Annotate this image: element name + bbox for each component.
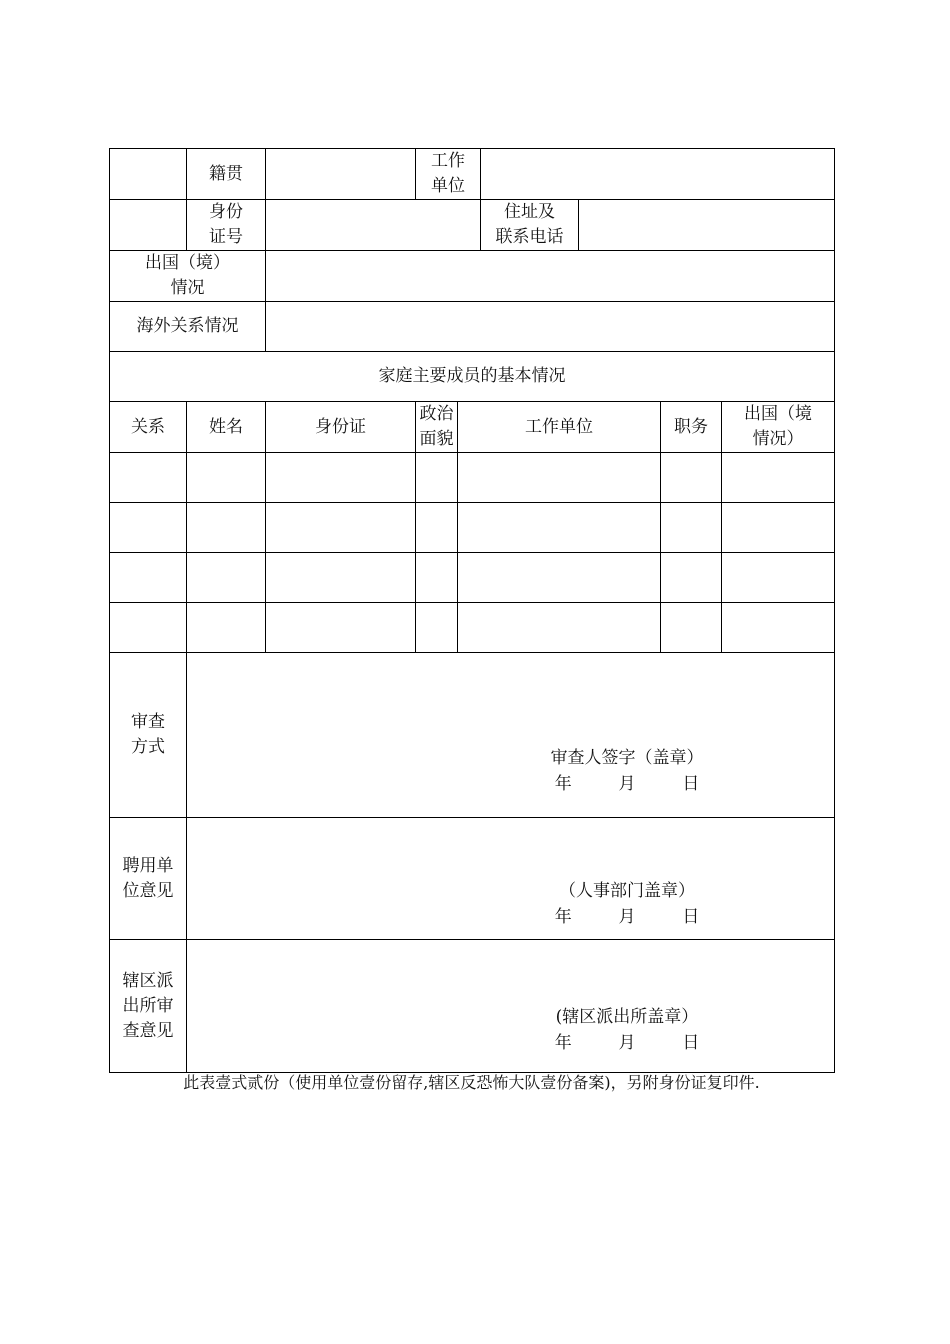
label-work-unit (416, 149, 481, 200)
cell-name[interactable] (187, 453, 266, 503)
police-month: 月 (618, 1033, 636, 1053)
field-review-method[interactable] (187, 653, 835, 818)
row-abroad (110, 251, 835, 302)
cell-work-unit[interactable] (458, 553, 661, 603)
label-address-line1: 住址及 (504, 202, 555, 222)
cell-name[interactable] (187, 503, 266, 553)
label-work-unit-line2: 单位 (431, 176, 465, 196)
hiring-month: 月 (618, 907, 636, 927)
field-hiring-opinion[interactable] (187, 818, 835, 940)
field-work-unit[interactable] (481, 149, 835, 200)
label-review-method (110, 653, 187, 818)
cell-position[interactable] (661, 603, 722, 653)
label-hiring-line1: 聘用单 (122, 855, 174, 876)
hiring-day: 日 (682, 907, 700, 927)
cell-abroad[interactable] (722, 553, 835, 603)
field-id-number[interactable] (266, 200, 481, 251)
cell-relation[interactable] (110, 553, 187, 603)
label-abroad-line1: 出国（境） (145, 253, 230, 273)
cell-relation[interactable] (110, 503, 187, 553)
header-political-line2: 面貌 (419, 429, 454, 449)
label-id-line2: 证号 (209, 227, 243, 247)
cell-position[interactable] (661, 453, 722, 503)
review-signature-label: 审查人签字（盖章） (550, 748, 704, 768)
hiring-date (527, 904, 727, 930)
label-hiring-opinion (110, 818, 187, 940)
field-address-phone[interactable] (579, 200, 835, 251)
row-police (110, 940, 835, 1073)
cell-empty[interactable] (110, 149, 187, 200)
cell-position[interactable] (661, 553, 722, 603)
header-name: 姓名 (187, 402, 266, 453)
label-address-phone (481, 200, 579, 251)
cell-work-unit[interactable] (458, 503, 661, 553)
row-hiring (110, 818, 835, 940)
review-day: 日 (682, 774, 700, 794)
header-work-unit: 工作单位 (458, 402, 661, 453)
table-row (110, 553, 835, 603)
field-abroad[interactable] (266, 251, 835, 302)
table-row (110, 603, 835, 653)
cell-political[interactable] (416, 503, 458, 553)
cell-abroad[interactable] (722, 453, 835, 503)
label-police-opinion (110, 940, 187, 1073)
cell-position[interactable] (661, 503, 722, 553)
row-family-headers (110, 402, 835, 453)
label-review-line2: 方式 (131, 737, 165, 757)
label-id-number (187, 200, 266, 251)
row-native-place (110, 149, 835, 200)
row-id-number (110, 200, 835, 251)
row-overseas (110, 302, 835, 352)
cell-id-card[interactable] (266, 503, 416, 553)
field-overseas[interactable] (266, 302, 835, 352)
cell-abroad[interactable] (722, 503, 835, 553)
label-police-line1: 辖区派 (122, 970, 174, 991)
police-day: 日 (682, 1033, 700, 1053)
field-native-place[interactable] (266, 149, 416, 200)
table-row (110, 503, 835, 553)
label-address-line2: 联系电话 (495, 227, 564, 247)
cell-relation[interactable] (110, 603, 187, 653)
review-signature-block (527, 745, 727, 797)
header-political (416, 402, 458, 453)
row-family-title (110, 352, 835, 402)
header-position: 职务 (661, 402, 722, 453)
family-section-title: 家庭主要成员的基本情况 (110, 352, 835, 402)
cell-id-card[interactable] (266, 453, 416, 503)
cell-relation[interactable] (110, 453, 187, 503)
cell-political[interactable] (416, 453, 458, 503)
cell-id-card[interactable] (266, 553, 416, 603)
cell-work-unit[interactable] (458, 453, 661, 503)
cell-name[interactable] (187, 553, 266, 603)
hiring-stamp-block (527, 878, 727, 930)
footnote: 此表壹式贰份（使用单位壹份留存,辖区反恐怖大队壹份备案)，另附身份证复印件. (183, 1073, 760, 1092)
police-stamp-block (527, 1004, 727, 1056)
row-review (110, 653, 835, 818)
header-id-card: 身份证 (266, 402, 416, 453)
label-review-line1: 审查 (131, 712, 165, 732)
police-stamp-label: (辖区派出所盖章） (555, 1007, 699, 1027)
table-row (110, 453, 835, 503)
review-year: 年 (554, 774, 572, 794)
label-overseas: 海外关系情况 (110, 302, 266, 352)
label-police-line2: 出所审 (122, 995, 174, 1016)
header-relation: 关系 (110, 402, 187, 453)
cell-political[interactable] (416, 603, 458, 653)
header-abroad-line1: 出国（境 (744, 404, 812, 424)
hiring-year: 年 (554, 907, 572, 927)
label-hiring-line2: 位意见 (122, 880, 174, 901)
review-date (527, 771, 727, 797)
cell-name[interactable] (187, 603, 266, 653)
label-abroad (110, 251, 266, 302)
label-police-line3: 查意见 (122, 1020, 174, 1041)
police-year: 年 (554, 1033, 572, 1053)
field-police-opinion[interactable] (187, 940, 835, 1073)
cell-empty[interactable] (110, 200, 187, 251)
label-work-unit-line1: 工作 (431, 151, 465, 171)
cell-abroad[interactable] (722, 603, 835, 653)
header-abroad (722, 402, 835, 453)
hiring-stamp-label: （人事部门盖章） (559, 881, 695, 901)
label-native-place: 籍贯 (187, 149, 266, 200)
header-abroad-line2: 情况） (752, 429, 804, 449)
label-abroad-line2: 情况 (170, 278, 205, 298)
cell-political[interactable] (416, 553, 458, 603)
form-table (109, 148, 835, 1073)
cell-id-card[interactable] (266, 603, 416, 653)
registration-form (109, 148, 834, 1073)
police-date (527, 1030, 727, 1056)
review-month: 月 (618, 774, 636, 794)
cell-work-unit[interactable] (458, 603, 661, 653)
header-political-line1: 政治 (419, 404, 454, 424)
label-id-line1: 身份 (209, 202, 243, 222)
